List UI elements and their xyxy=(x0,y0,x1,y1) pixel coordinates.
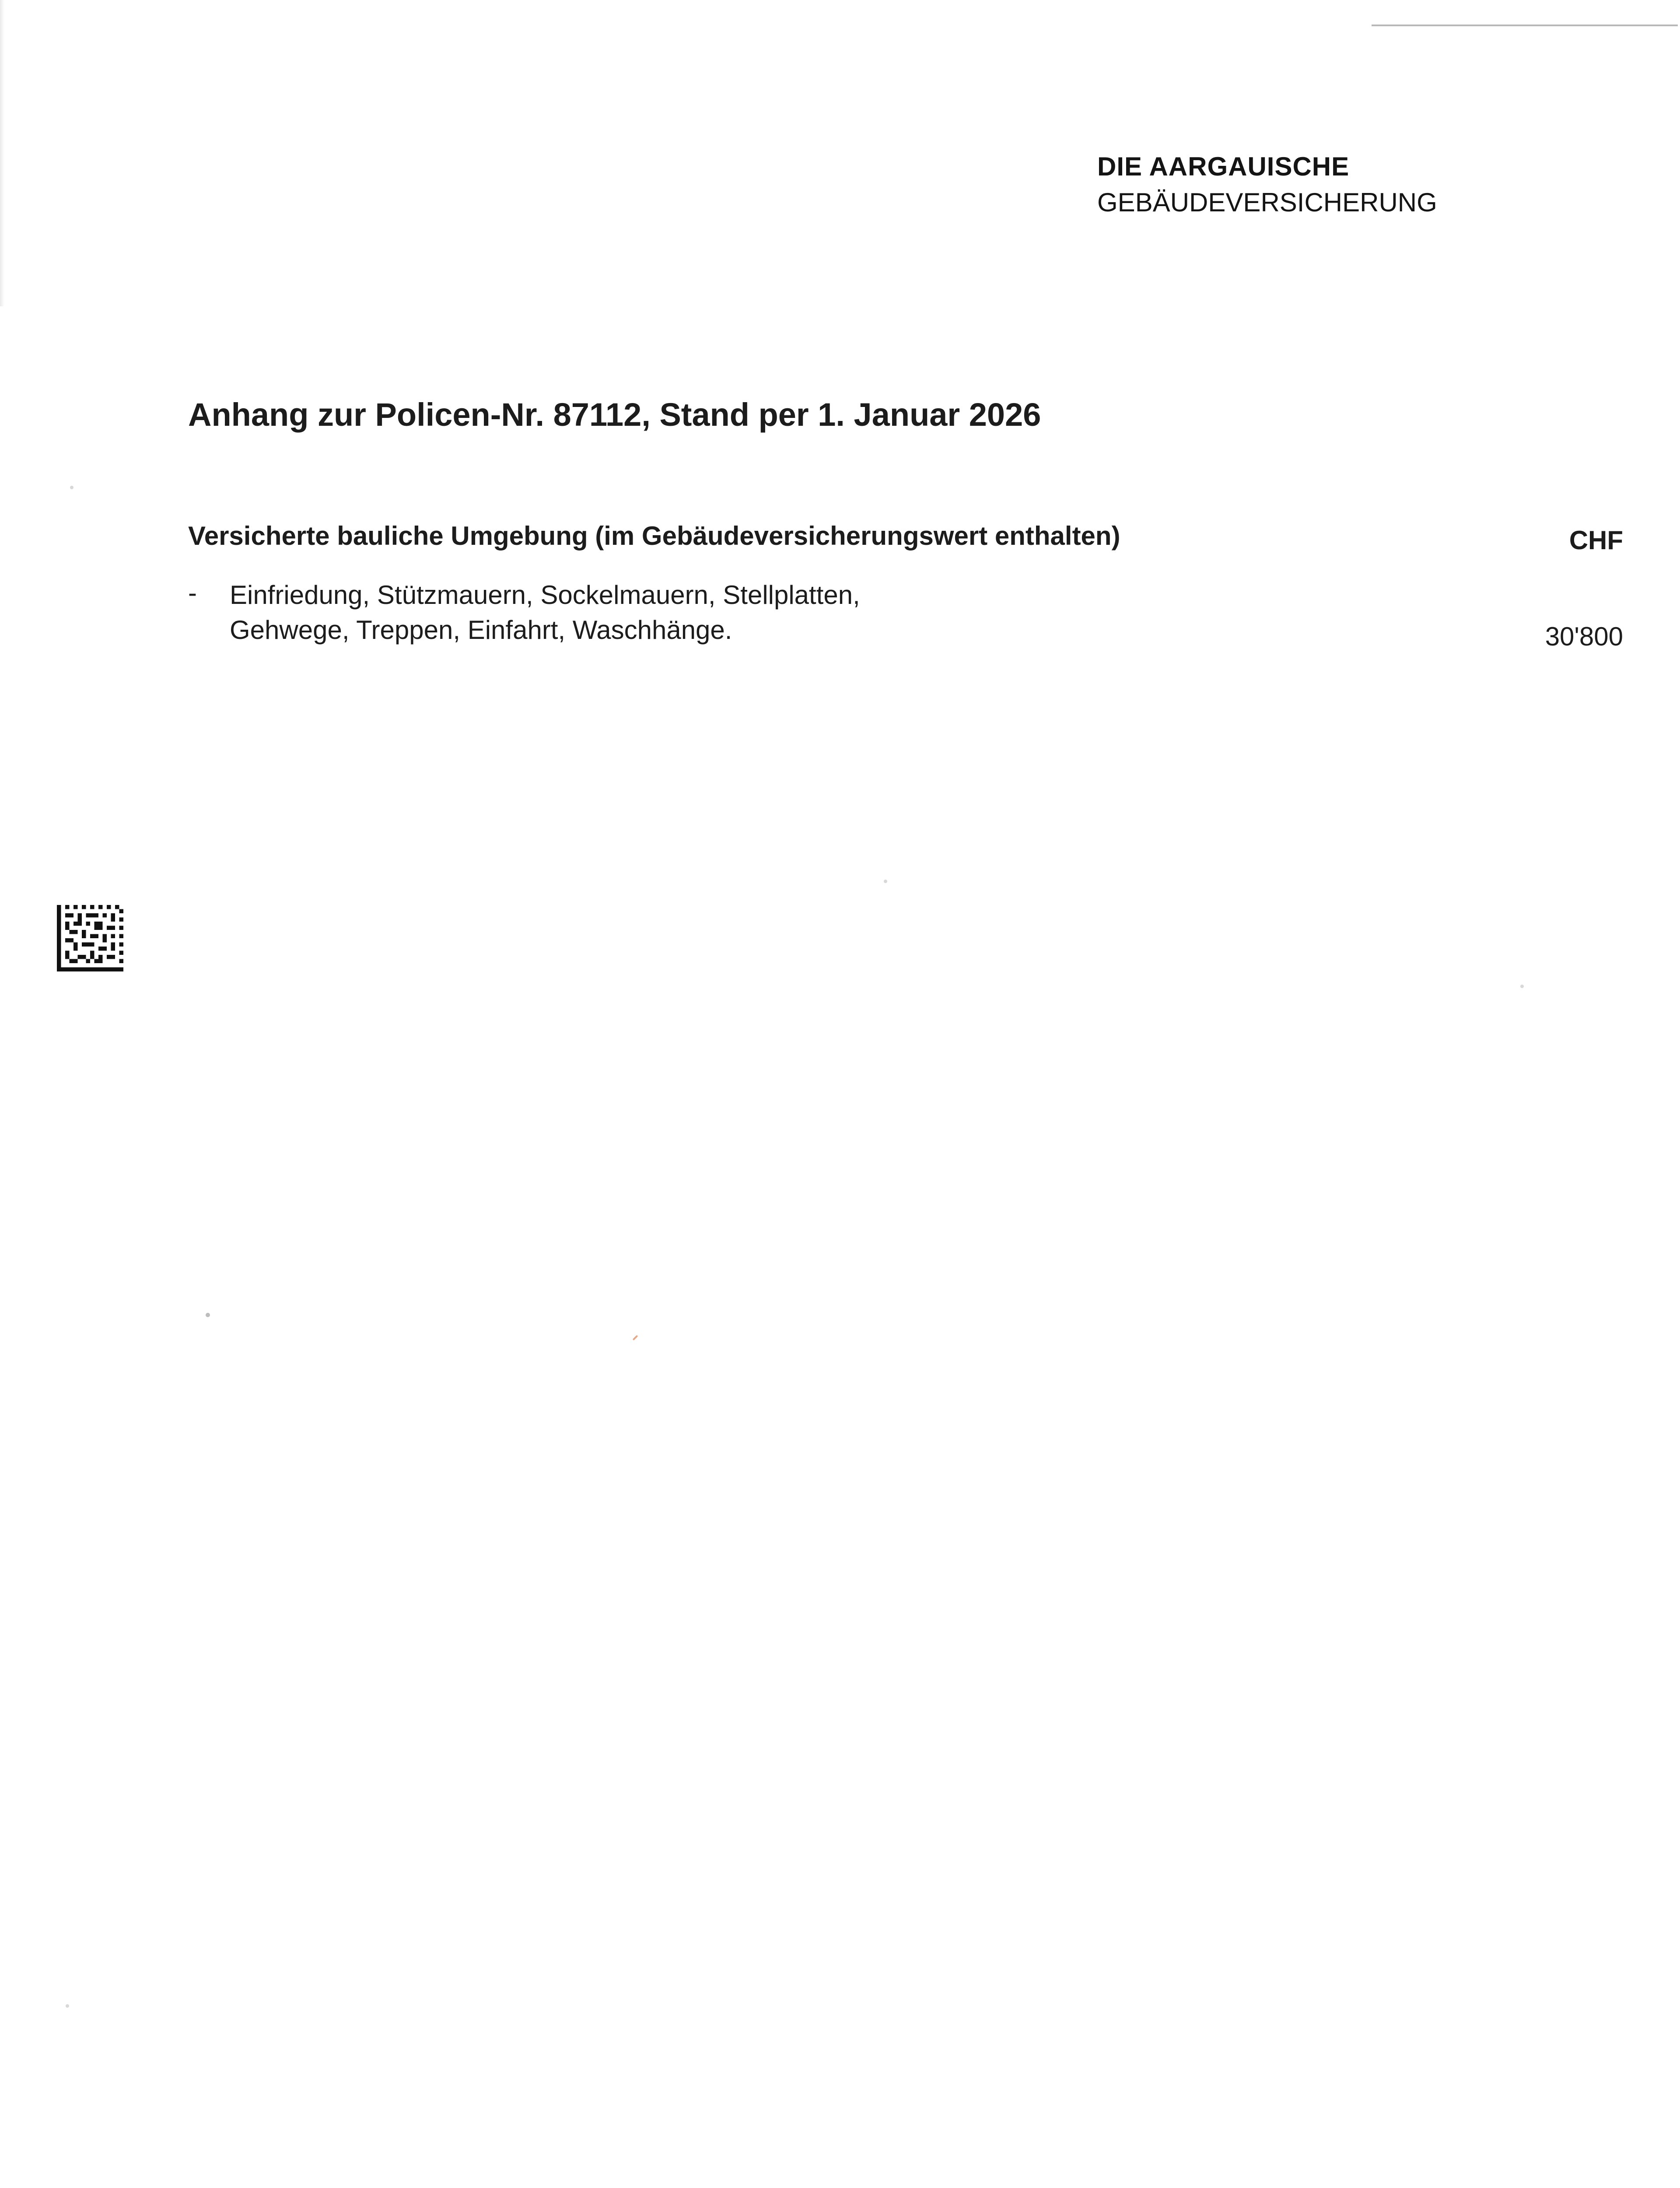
section-heading: Versicherte bauliche Umgebung (im Gebäudeversicherungswert enthalten) xyxy=(188,521,1120,551)
page-title: Anhang zur Policen-Nr. 87112, Stand per 1. Januar 2026 xyxy=(188,396,1041,433)
company-logo-line1: DIE AARGAUISCHE xyxy=(1097,152,1350,181)
scan-speck xyxy=(1520,985,1524,988)
scan-edge-line xyxy=(1372,25,1678,26)
list-item-line1: Einfriedung, Stützmauern, Sockelmauern, Stellplatten, xyxy=(230,580,860,610)
list-item-description xyxy=(230,578,860,648)
scan-speck xyxy=(206,1313,210,1317)
company-logo xyxy=(1097,149,1437,221)
scan-speck xyxy=(70,486,74,489)
company-logo-line2: GEBÄUDEVERSICHERUNG xyxy=(1097,188,1437,217)
list-item-amount: 30'800 xyxy=(1545,622,1623,651)
datamatrix-code-icon xyxy=(57,905,123,971)
scan-edge-shadow xyxy=(0,0,4,306)
scan-speck xyxy=(66,2004,69,2008)
list-item-bullet: - xyxy=(188,578,197,607)
list-item-line2: Gehwege, Treppen, Einfahrt, Waschhänge. xyxy=(230,615,732,645)
currency-column-header: CHF xyxy=(1569,526,1623,555)
scan-speck xyxy=(633,1335,638,1341)
scan-speck xyxy=(884,880,887,883)
